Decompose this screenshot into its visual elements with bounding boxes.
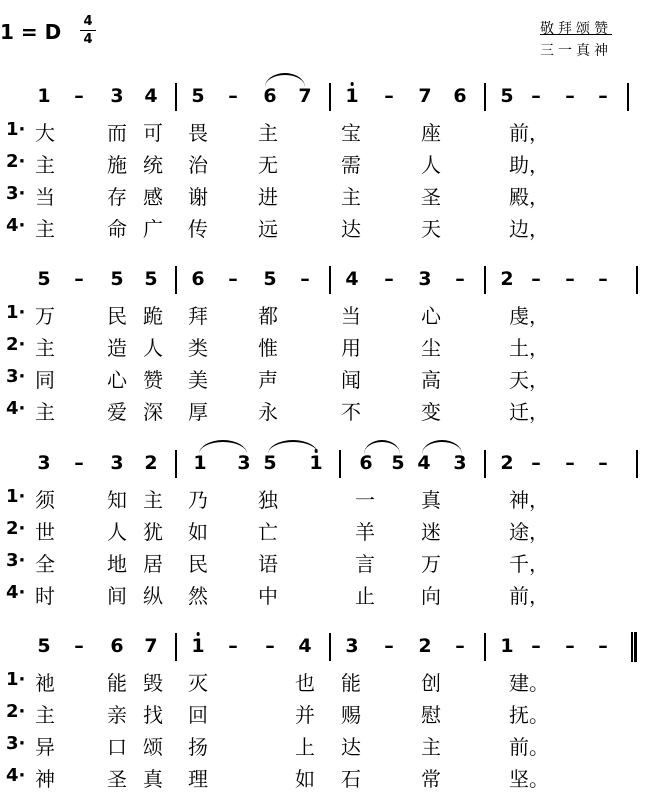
lyric-char: 真 (143, 767, 163, 791)
lyric-char: 施 (107, 153, 127, 177)
lyric-char: 独 (258, 488, 278, 512)
sustain-dash: – (384, 635, 394, 657)
verse-number: 4· (6, 398, 26, 419)
lyric-char: 拜 (188, 304, 208, 328)
lyric-char: 建。 (509, 671, 549, 695)
lyric-char: 万 (35, 304, 55, 328)
verse-number: 4· (6, 215, 26, 236)
barline (636, 450, 638, 478)
lyric-char: 然 (188, 584, 208, 608)
lyric-char: 迷 (421, 520, 441, 544)
lyric-char: 都 (258, 304, 278, 328)
note: 5 (37, 635, 51, 657)
lyric-char: 畏 (188, 121, 208, 145)
barline (484, 450, 486, 478)
barline (329, 633, 331, 661)
lyric-char: 上 (295, 735, 315, 759)
sustain-dash: – (565, 268, 575, 290)
note: 3 (345, 635, 359, 657)
lyric-char: 类 (188, 336, 208, 360)
sustain-dash: – (565, 85, 575, 107)
time-signature (80, 14, 96, 47)
lyric-char: 虔， (509, 304, 549, 328)
lyric-char: 赞 (143, 368, 163, 392)
note: 6 (263, 85, 277, 107)
lyric-char: 达 (341, 217, 361, 241)
lyric-char: 永 (258, 400, 278, 424)
note: 2 (144, 452, 158, 474)
lyric-char: 创 (421, 671, 441, 695)
lyric-char: 万 (421, 552, 441, 576)
lyric-char: 惟 (258, 336, 278, 360)
lyric-char: 同 (35, 368, 55, 392)
sustain-dash: – (455, 268, 465, 290)
lyric-char: 爱 (107, 400, 127, 424)
lyric-char: 千， (509, 552, 549, 576)
lyric-char: 能 (107, 671, 127, 695)
lyric-char: 一 (355, 488, 375, 512)
lyric-char: 羊 (355, 520, 375, 544)
lyric-char: 主 (35, 153, 55, 177)
note: 4 (345, 268, 359, 290)
lyric-char: 天， (509, 368, 549, 392)
lyric-char: 当 (341, 304, 361, 328)
lyric-char: 可 (143, 121, 163, 145)
lyric-char: 大 (35, 121, 55, 145)
note: 1 (309, 452, 322, 474)
lyric-char: 高 (421, 368, 441, 392)
lyric-char: 助， (509, 153, 549, 177)
lyric-char: 语 (258, 552, 278, 576)
lyric-char: 前， (509, 121, 549, 145)
lyric-char: 止 (355, 584, 375, 608)
barline (627, 83, 629, 111)
subcategory-label: 三一真神 (540, 43, 612, 59)
lyric-char: 石 (341, 767, 361, 791)
verse-number: 1· (6, 669, 26, 690)
lyric-char: 毁 (143, 671, 163, 695)
barline (484, 83, 486, 111)
sustain-dash: – (598, 635, 608, 657)
lyric-char: 存 (107, 185, 127, 209)
barline (175, 83, 177, 111)
sustain-dash: – (228, 635, 238, 657)
lyric-char: 进 (258, 185, 278, 209)
note: 3 (110, 85, 124, 107)
lyric-char: 主 (35, 336, 55, 360)
slur (268, 440, 318, 454)
lyric-char: 犹 (143, 520, 163, 544)
note: 6 (453, 85, 467, 107)
lyric-char: 厚 (188, 400, 208, 424)
sustain-dash: – (300, 268, 310, 290)
lyric-char: 时 (35, 584, 55, 608)
verse-number: 1· (6, 302, 26, 323)
lyric-char: 用 (341, 336, 361, 360)
lyric-char: 颂 (143, 735, 163, 759)
barline (484, 633, 486, 661)
sustain-dash: – (74, 635, 84, 657)
note: 1 (500, 635, 514, 657)
slur (265, 73, 305, 87)
note: 5 (263, 452, 277, 474)
note: 5 (391, 452, 405, 474)
lyric-char: 心 (421, 304, 441, 328)
lyric-char: 无 (258, 153, 278, 177)
lyric-char: 地 (107, 552, 127, 576)
lyric-char: 需 (341, 153, 361, 177)
verse-number: 2· (6, 334, 26, 355)
lyric-char: 前。 (509, 735, 549, 759)
high-octave-dot (350, 82, 354, 86)
lyric-char: 亲 (107, 703, 127, 727)
lyric-char: 感 (143, 185, 163, 209)
verse-number: 1· (6, 486, 26, 507)
note: 2 (500, 452, 514, 474)
verse-number: 3· (6, 550, 26, 571)
lyric-char: 全 (35, 552, 55, 576)
lyric-char: 如 (188, 520, 208, 544)
lyric-char: 人 (107, 520, 127, 544)
verse-number: 3· (6, 733, 26, 754)
barline (175, 633, 177, 661)
barline (329, 83, 331, 111)
sustain-dash: – (598, 85, 608, 107)
slur (422, 440, 462, 454)
lyric-char: 民 (188, 552, 208, 576)
note: 1 (345, 85, 358, 107)
lyric-char: 统 (143, 153, 163, 177)
lyric-char: 声 (258, 368, 278, 392)
category-label: 敬拜颂赞 (540, 21, 612, 37)
note: 4 (144, 85, 158, 107)
lyric-char: 须 (35, 488, 55, 512)
note: 2 (500, 268, 514, 290)
lyric-char: 言 (355, 552, 375, 576)
lyric-char: 闻 (341, 368, 361, 392)
lyric-char: 人 (421, 153, 441, 177)
lyric-char: 广 (143, 217, 163, 241)
sustain-dash: – (265, 635, 275, 657)
lyric-char: 圣 (107, 767, 127, 791)
verse-number: 4· (6, 765, 26, 786)
sustain-dash: – (598, 268, 608, 290)
lyric-char: 圣 (421, 185, 441, 209)
note: 3 (37, 452, 51, 474)
note: 3 (453, 452, 467, 474)
lyric-char: 命 (107, 217, 127, 241)
barline (339, 450, 341, 478)
lyric-char: 民 (107, 304, 127, 328)
note: 7 (298, 85, 312, 107)
sustain-dash: – (565, 635, 575, 657)
lyric-char: 主 (35, 217, 55, 241)
lyric-char: 宝 (341, 121, 361, 145)
note: 2 (418, 635, 432, 657)
lyric-char: 慰 (421, 703, 441, 727)
lyric-char: 座 (421, 121, 441, 145)
lyric-char: 主 (143, 488, 163, 512)
lyric-char: 主 (258, 121, 278, 145)
note: 5 (191, 85, 205, 107)
lyric-char: 坚。 (509, 767, 549, 791)
barline (484, 266, 486, 294)
sustain-dash: – (531, 268, 541, 290)
note: 5 (263, 268, 277, 290)
lyric-char: 途， (509, 520, 549, 544)
verse-number: 3· (6, 183, 26, 204)
lyric-char: 主 (341, 185, 361, 209)
note: 3 (110, 452, 124, 474)
verse-number: 2· (6, 701, 26, 722)
lyric-char: 人 (143, 336, 163, 360)
lyric-char: 祂 (35, 671, 55, 695)
note: 6 (110, 635, 124, 657)
lyric-char: 天 (421, 217, 441, 241)
final-barline (631, 632, 637, 662)
lyric-char: 谢 (188, 185, 208, 209)
lyric-char: 不 (341, 400, 361, 424)
note: 5 (37, 268, 51, 290)
note: 7 (418, 85, 432, 107)
sustain-dash: – (74, 85, 84, 107)
barline (636, 266, 638, 294)
sustain-dash: – (384, 85, 394, 107)
lyric-char: 理 (188, 767, 208, 791)
note: 1 (193, 452, 207, 474)
lyric-char: 远 (258, 217, 278, 241)
lyric-char: 前， (509, 584, 549, 608)
lyric-char: 口 (107, 735, 127, 759)
barline (329, 266, 331, 294)
lyric-char: 纵 (143, 584, 163, 608)
note: 7 (144, 635, 158, 657)
lyric-char: 世 (35, 520, 55, 544)
lyric-char: 乃 (188, 488, 208, 512)
lyric-char: 心 (107, 368, 127, 392)
note: 3 (418, 268, 432, 290)
key-signature: 1 = D (0, 20, 62, 44)
lyric-char: 居 (143, 552, 163, 576)
verse-number: 4· (6, 582, 26, 603)
lyric-char: 如 (295, 767, 315, 791)
lyric-char: 也 (295, 671, 315, 695)
lyric-char: 边， (509, 217, 549, 241)
note: 1 (37, 85, 51, 107)
lyric-char: 主 (35, 703, 55, 727)
sustain-dash: – (531, 85, 541, 107)
lyric-char: 常 (421, 767, 441, 791)
lyric-char: 灭 (188, 671, 208, 695)
sustain-dash: – (531, 452, 541, 474)
high-octave-dot (196, 632, 200, 636)
lyric-char: 土， (509, 336, 549, 360)
note: 1 (191, 635, 204, 657)
note: 4 (417, 452, 431, 474)
lyric-char: 中 (258, 584, 278, 608)
lyric-char: 向 (421, 584, 441, 608)
time-signature-top: 4 (83, 14, 93, 29)
lyric-char: 并 (295, 703, 315, 727)
lyric-char: 扬 (188, 735, 208, 759)
lyric-char: 亡 (258, 520, 278, 544)
lyric-char: 而 (107, 121, 127, 145)
lyric-char: 变 (421, 400, 441, 424)
sustain-dash: – (228, 268, 238, 290)
verse-number: 2· (6, 518, 26, 539)
lyric-char: 造 (107, 336, 127, 360)
lyric-char: 当 (35, 185, 55, 209)
barline (175, 266, 177, 294)
sustain-dash: – (74, 452, 84, 474)
lyric-char: 迁， (509, 400, 549, 424)
note: 6 (191, 268, 205, 290)
lyric-char: 殿， (509, 185, 549, 209)
lyric-char: 找 (143, 703, 163, 727)
slur (364, 440, 400, 454)
lyric-char: 传 (188, 217, 208, 241)
sustain-dash: – (565, 452, 575, 474)
sustain-dash: – (228, 85, 238, 107)
verse-number: 1· (6, 119, 26, 140)
lyric-char: 美 (188, 368, 208, 392)
time-signature-bottom: 4 (83, 32, 93, 47)
lyric-char: 神 (35, 767, 55, 791)
lyric-char: 异 (35, 735, 55, 759)
lyric-char: 主 (35, 400, 55, 424)
lyric-char: 真 (421, 488, 441, 512)
lyric-char: 深 (143, 400, 163, 424)
note: 5 (110, 268, 124, 290)
note: 5 (500, 85, 514, 107)
barline (175, 450, 177, 478)
lyric-char: 跪 (143, 304, 163, 328)
note: 5 (144, 268, 158, 290)
lyric-char: 间 (107, 584, 127, 608)
lyric-char: 抚。 (509, 703, 549, 727)
sustain-dash: – (455, 635, 465, 657)
sustain-dash: – (531, 635, 541, 657)
lyric-char: 主 (421, 735, 441, 759)
lyric-char: 达 (341, 735, 361, 759)
note: 6 (359, 452, 373, 474)
lyric-char: 神， (509, 488, 549, 512)
lyric-char: 赐 (341, 703, 361, 727)
note: 3 (237, 452, 251, 474)
lyric-char: 治 (188, 153, 208, 177)
sustain-dash: – (598, 452, 608, 474)
note: 4 (298, 635, 312, 657)
slur (199, 440, 247, 454)
verse-number: 2· (6, 151, 26, 172)
lyric-char: 回 (188, 703, 208, 727)
sustain-dash: – (384, 268, 394, 290)
verse-number: 3· (6, 366, 26, 387)
lyric-char: 尘 (421, 336, 441, 360)
sustain-dash: – (74, 268, 84, 290)
lyric-char: 能 (341, 671, 361, 695)
lyric-char: 知 (107, 488, 127, 512)
